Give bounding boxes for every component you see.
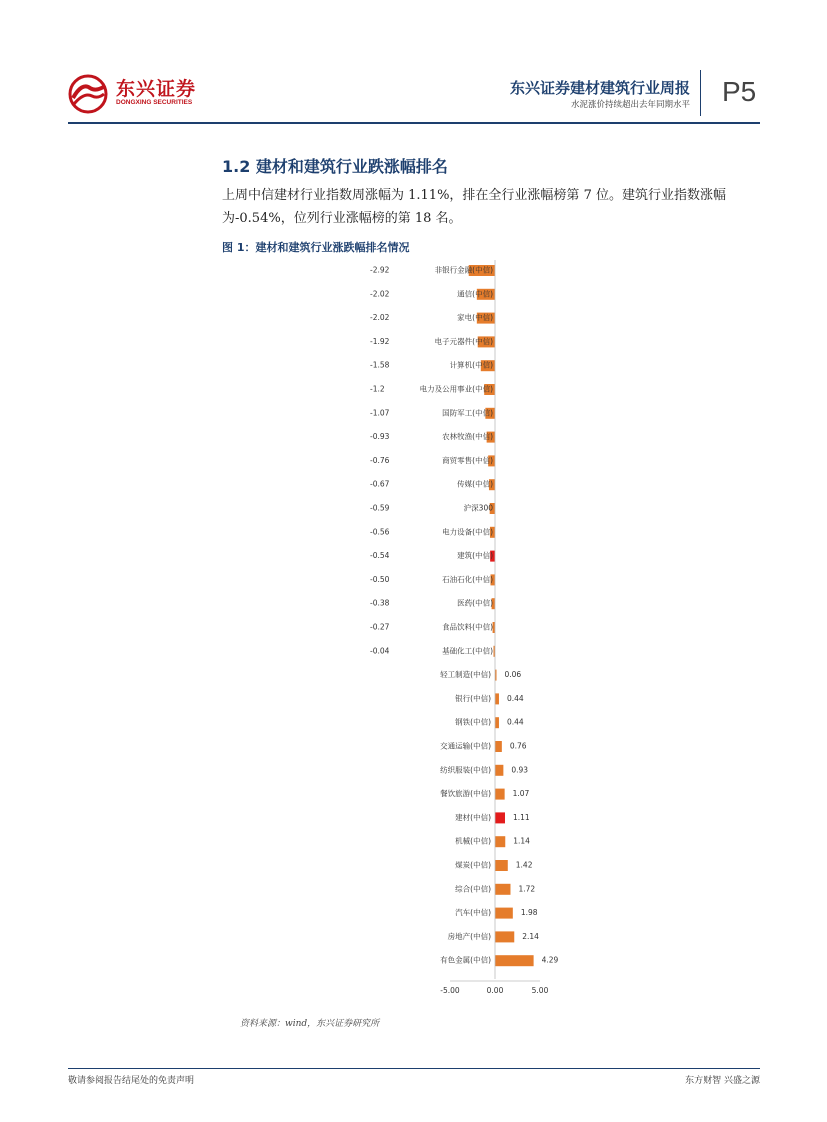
section-paragraph: 上周中信建材行业指数周涨幅为 1.11%，排在全行业涨幅榜第 7 位。建筑行业指数涨幅为-0.54%，位列行业涨幅榜的第 18 名。 <box>222 188 726 226</box>
category-label: 计算机(中信) <box>449 360 493 370</box>
data-label: -2.92 <box>370 265 390 275</box>
data-label: -0.50 <box>370 574 390 584</box>
report-subtitle: 水泥涨价持续超出去年同期水平 <box>570 100 690 110</box>
company-logo <box>68 74 208 114</box>
data-label: 1.07 <box>512 789 530 799</box>
data-label: -0.04 <box>370 646 390 656</box>
industry-ranking-chart <box>340 258 570 998</box>
logo-name-en: DONGXING SECURITIES <box>116 99 193 106</box>
data-label: -1.2 <box>370 384 385 394</box>
category-label: 基础化工(中信) <box>442 646 493 656</box>
category-label: 机械(中信) <box>455 836 491 846</box>
figure-title: 图 1：建材和建筑行业涨跌幅排名情况 <box>222 241 410 254</box>
data-label: 0.76 <box>509 741 527 751</box>
data-label: 0.44 <box>506 693 524 703</box>
page-number: P5 <box>722 76 757 107</box>
logo-mark-icon <box>68 74 110 114</box>
bar <box>495 693 499 704</box>
report-title: 东兴证券建材建筑行业周报 <box>509 79 690 97</box>
data-label: 1.14 <box>513 836 530 846</box>
data-label: -2.02 <box>370 289 390 299</box>
data-label: -0.54 <box>370 551 390 561</box>
category-label: 餐饮旅游(中信) <box>440 789 491 799</box>
category-label: 沪深300 <box>463 503 493 513</box>
figure-source: 资料来源：wind，东兴证券研究所 <box>240 1019 380 1029</box>
category-label: 电力及公用事业(中信) <box>419 384 493 394</box>
header-rule <box>68 122 760 124</box>
category-label: 交通运输(中信) <box>440 741 491 751</box>
bar <box>495 955 534 966</box>
bar <box>495 812 505 823</box>
data-label: 0.44 <box>506 717 524 727</box>
category-label: 建材(中信) <box>455 812 491 822</box>
footer-disclaimer: 敬请参阅报告结尾处的免责声明 <box>68 1076 195 1086</box>
data-label: -0.59 <box>370 503 390 513</box>
data-label: 4.29 <box>541 955 559 965</box>
bar <box>495 765 503 776</box>
footer-rule <box>68 1068 760 1069</box>
logo-name-cn: 东兴证券 <box>116 78 197 100</box>
data-label: 0.93 <box>511 765 529 775</box>
data-label: -1.07 <box>370 408 390 418</box>
data-label: 1.11 <box>512 812 530 822</box>
bar <box>495 860 508 871</box>
category-label: 纺织服装(中信) <box>440 765 491 775</box>
header-divider <box>700 70 701 116</box>
data-label: 1.98 <box>520 908 538 918</box>
data-label: 2.14 <box>522 931 539 941</box>
category-label: 商贸零售(中信) <box>442 455 493 465</box>
data-label: -0.27 <box>370 622 390 632</box>
category-label: 食品饮料(中信) <box>442 622 493 632</box>
bar <box>495 931 514 942</box>
x-tick-label: -5.00 <box>440 986 460 995</box>
bar <box>495 884 510 895</box>
category-label: 电子元器件(中信) <box>434 336 493 346</box>
category-label: 建筑(中信) <box>457 551 493 561</box>
x-tick-label: 0.00 <box>486 986 504 995</box>
category-label: 汽车(中信) <box>455 908 491 918</box>
category-label: 轻工制造(中信) <box>440 670 491 680</box>
category-label: 国防军工(中信) <box>442 408 493 418</box>
data-label: -0.93 <box>370 432 390 442</box>
category-label: 电力设备(中信) <box>442 527 493 537</box>
category-label: 煤炭(中信) <box>455 860 491 870</box>
bar <box>495 836 505 847</box>
bar <box>495 717 499 728</box>
bar <box>495 789 505 800</box>
data-label: 1.72 <box>518 884 536 894</box>
data-label: -0.67 <box>370 479 390 489</box>
data-label: -2.02 <box>370 313 390 323</box>
category-label: 传媒(中信) <box>457 479 493 489</box>
category-label: 综合(中信) <box>455 884 491 894</box>
data-label: 0.06 <box>504 670 522 680</box>
data-label: -1.58 <box>370 360 390 370</box>
data-label: -0.38 <box>370 598 390 608</box>
section-title: 1.2 建材和建筑行业跌涨幅排名 <box>222 157 448 176</box>
category-label: 家电(中信) <box>457 313 493 323</box>
category-label: 银行(中信) <box>455 693 491 703</box>
footer-slogan: 东方财智 兴盛之源 <box>685 1076 760 1086</box>
category-label: 医药(中信) <box>457 598 493 608</box>
category-label: 房地产(中信) <box>447 931 491 941</box>
data-label: -0.56 <box>370 527 390 537</box>
bar <box>495 741 502 752</box>
category-label: 石油石化(中信) <box>442 574 493 584</box>
category-label: 非银行金融(中信) <box>434 265 493 275</box>
data-label: -1.92 <box>370 336 390 346</box>
bar <box>495 908 513 919</box>
category-label: 有色金属(中信) <box>440 955 491 965</box>
data-label: 1.42 <box>515 860 533 870</box>
category-label: 钢铁(中信) <box>455 717 491 727</box>
x-tick-label: 5.00 <box>531 986 549 995</box>
category-label: 农林牧渔(中信) <box>442 432 493 442</box>
data-label: -0.76 <box>370 455 390 465</box>
category-label: 通信(中信) <box>457 289 493 299</box>
